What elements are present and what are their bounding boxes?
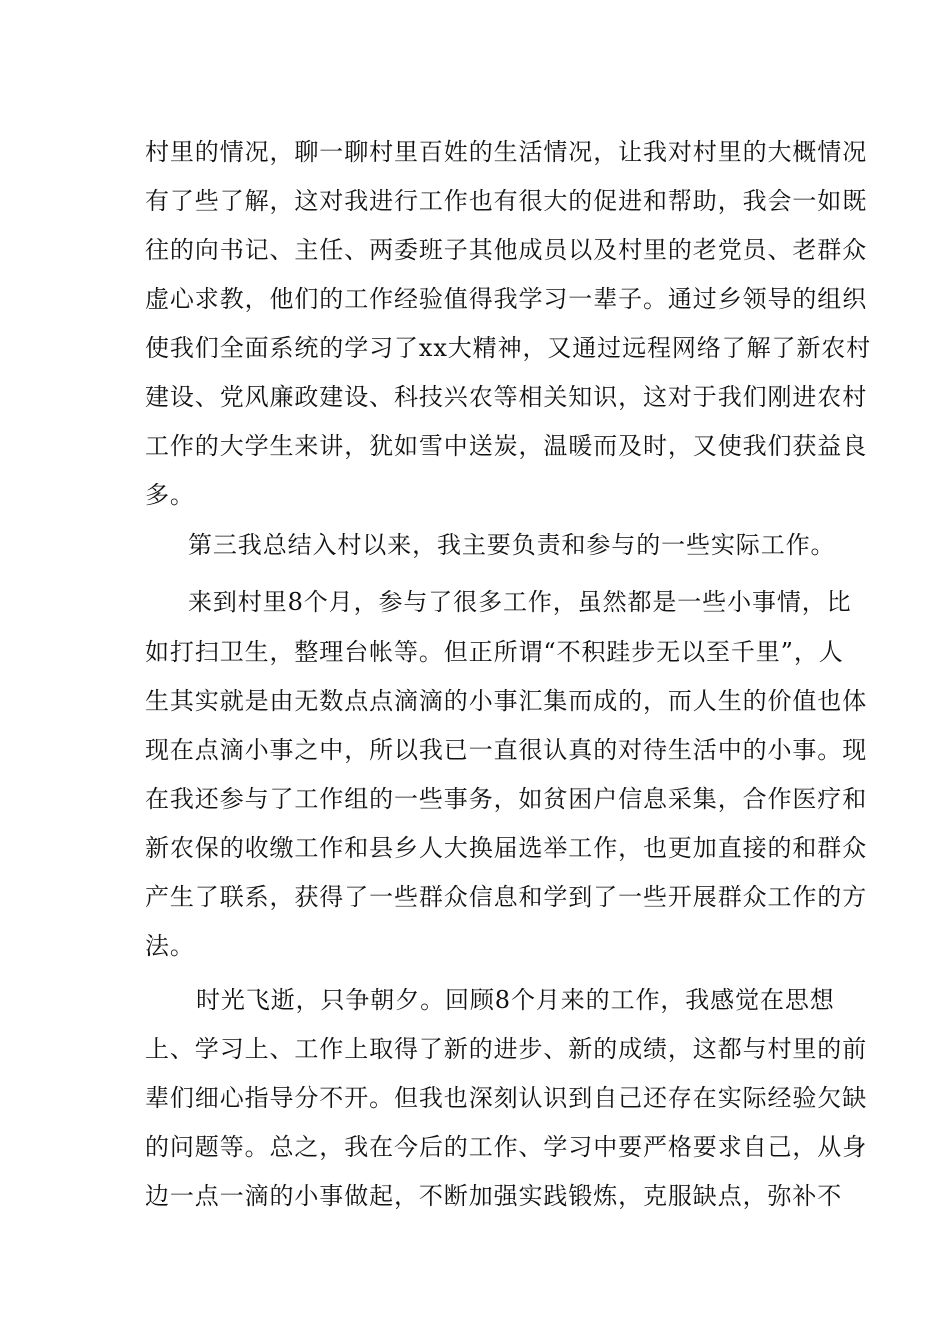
text-line: 有了些了解，这对我进行工作也有很大的促进和帮助，我会一如既 [145,187,868,215]
text-line: 往的向书记、主任、两委班子其他成员以及村里的老党员、老群众 [145,236,868,264]
text-line: 建设、党风廉政建设、科技兴农等相关知识，这对于我们刚进农村 [145,383,868,411]
text-line: 生其实就是由无数点点滴滴的小事汇集而成的，而人生的价值也体 [145,687,868,715]
text-line: 的问题等。总之，我在今后的工作、学习中要严格要求自己，从身 [145,1133,868,1161]
text-line: 在我还参与了工作组的一些事务，如贫困户信息采集，合作医疗和 [145,785,868,813]
text-line: 如打扫卫生，整理台帐等。但正所谓“不积跬步无以至千里”，人 [145,638,844,666]
section-heading: 第三我总结入村以来，我主要负责和参与的一些实际工作。 [188,531,836,559]
text-line: 上、学习上、工作上取得了新的进步、新的成绩，这都与村里的前 [145,1035,868,1063]
text-line: 辈们细心指导分不开。但我也深刻认识到自己还存在实际经验欠缺 [145,1084,868,1112]
text-line: 新农保的收缴工作和县乡人大换届选举工作，也更加直接的和群众 [145,834,868,862]
text-line: 法。 [145,932,195,960]
text-line: 多。 [145,481,195,509]
text-line: 使我们全面系统的学习了xx大精神，又通过远程网络了解了新农村 [145,334,872,362]
text-line: 村里的情况，聊一聊村里百姓的生活情况，让我对村里的大概情况 [145,138,868,166]
text-line: 时光飞逝，只争朝夕。回顾8个月来的工作，我感觉在思想 [196,986,835,1014]
text-line: 产生了联系，获得了一些群众信息和学到了一些开展群众工作的方 [145,883,868,911]
text-line: 现在点滴小事之中，所以我已一直很认真的对待生活中的小事。现 [145,736,868,764]
text-line: 边一点一滴的小事做起，不断加强实践锻炼，克服缺点，弥补不 [145,1182,843,1210]
text-line: 来到村里8个月，参与了很多工作，虽然都是一些小事情，比 [188,588,852,616]
text-line: 工作的大学生来讲，犹如雪中送炭，温暖而及时，又使我们获益良 [145,432,868,460]
text-line: 虚心求教，他们的工作经验值得我学习一辈子。通过乡领导的组织 [145,285,868,313]
